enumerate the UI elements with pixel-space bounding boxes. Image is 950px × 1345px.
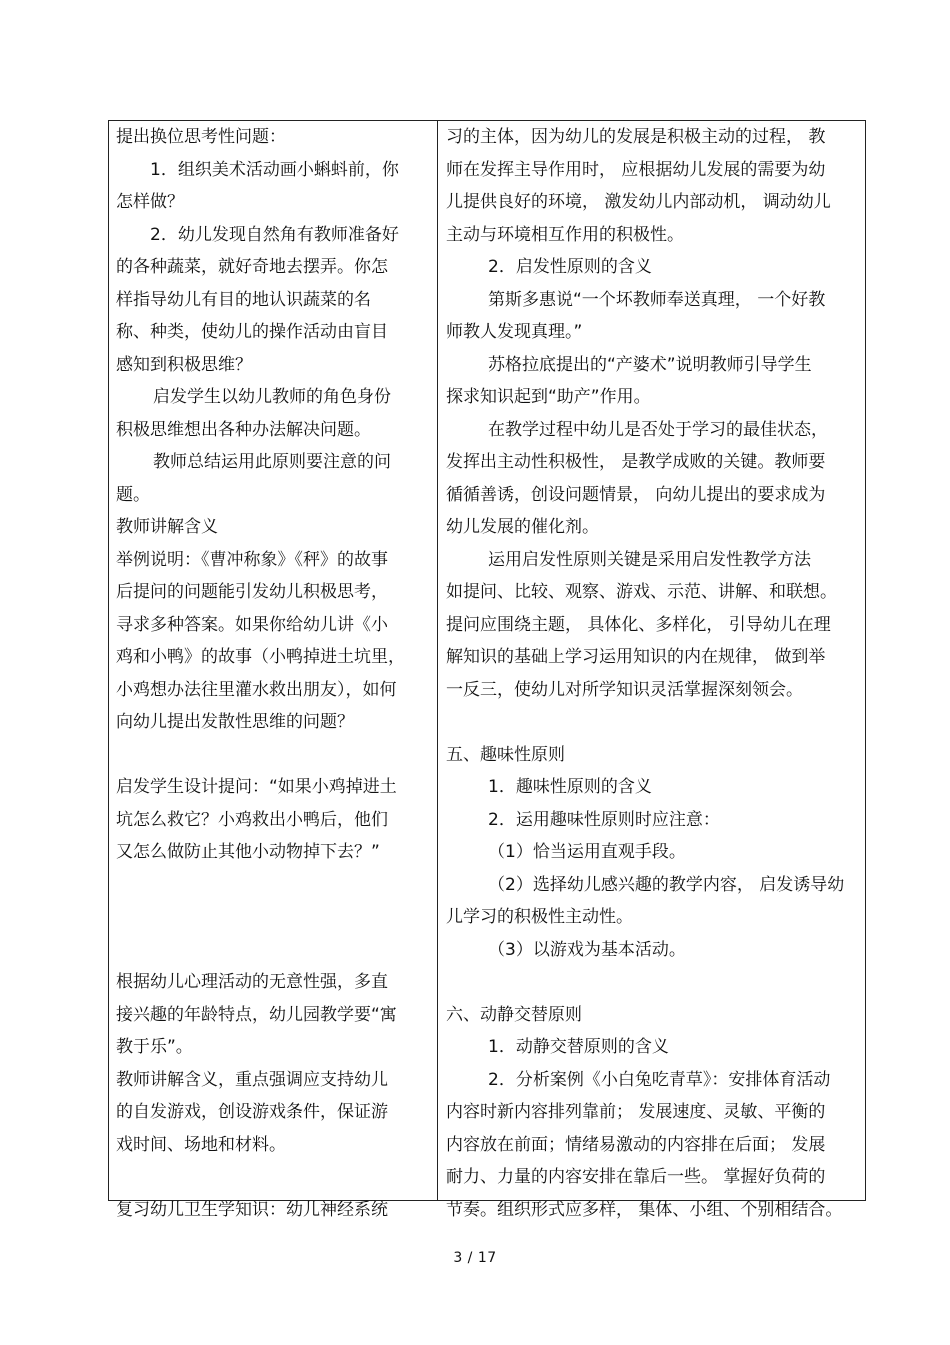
text-line: 1．组织美术活动画小蝌蚪前，你 [150,159,399,180]
text-line: 寻求多种答案。如果你给幼儿讲《小 [116,614,388,635]
text-line: 运用启发性原则关键是采用启发性教学方法 [488,549,811,570]
text-line: 的各种蔬菜，就好奇地去摆弄。你怎 [116,257,388,277]
text-line: 小鸡想办法往里灌水救出朋友），如何 [116,679,397,700]
text-line: 内容放在前面；情绪易激动的内容排在后面； 发展 [446,1134,826,1155]
column-divider [437,121,438,1200]
text-line: 样指导幼儿有目的地认识蔬菜的名 [116,289,371,310]
text-line: 主动与环境相互作用的积极性。 [446,224,684,245]
text-line: 坑怎么救它？小鸡救出小鸭后，他们 [116,809,388,830]
left-column [116,121,431,1226]
text-line: （1）恰当运用直观手段。 [488,842,686,862]
text-line: 向幼儿提出发散性思维的问题？ [116,712,354,732]
text-line: 解知识的基础上学习运用知识的内在规律， 做到举 [446,647,826,667]
text-line: 感知到积极思维？ [116,354,252,375]
section-heading: 五、趣味性原则 [446,744,565,765]
text-line: 儿提供良好的环境， 激发幼儿内部动机， 调动幼儿 [446,192,831,212]
page-indicator: 3 / 17 [453,1250,497,1266]
section-heading: 六、动静交替原则 [446,1004,582,1025]
text-line: 积极思维想出各种办法解决问题。 [116,419,371,440]
text-line: 发挥出主动性积极性， 是教学成败的关键。教师要 [446,452,826,472]
text-line: 师在发挥主导作用时， 应根据幼儿发展的需要为幼 [446,159,826,180]
text-line: （2）选择幼儿感兴趣的教学内容， 启发诱导幼 [488,874,845,895]
text-line: 复习幼儿卫生学知识：幼儿神经系统 [116,1199,388,1220]
text-line: 2．分析案例《小白兔吃青草》：安排体育活动 [488,1069,831,1090]
text-line: 儿学习的积极性主动性。 [446,907,633,927]
text-line: 在教学过程中幼儿是否处于学习的最佳状态， [488,419,828,440]
text-line: 师教人发现真理。” [446,322,583,342]
text-line: 第斯多惠说“一个坏教师奉送真理， 一个好教 [488,289,826,310]
text-line: 的自发游戏，创设游戏条件，保证游 [116,1102,388,1122]
text-line: 启发学生设计提问：“如果小鸡掉进土 [116,777,397,797]
text-line: 怎样做？ [116,192,184,212]
text-line: 鸡和小鸭》的故事（小鸭掉进土坑里， [116,647,405,667]
text-line: 苏格拉底提出的“产婆术”说明教师引导学生 [488,354,812,375]
text-line: 教于乐”。 [116,1037,193,1057]
text-line: 节奏。组织形式应多样， 集体、小组、个别相结合。 [446,1199,843,1220]
text-line: 根据幼儿心理活动的无意性强，多直 [116,972,388,992]
text-line: 习的主体，因为幼儿的发展是积极主动的过程， 教 [446,127,826,147]
text-line: 探求知识起到“助产”作用。 [446,387,651,407]
text-line: 戏时间、场地和材料。 [116,1134,286,1155]
text-line: 循循善诱，创设问题情景， 向幼儿提出的要求成为 [446,484,826,505]
text-line: 幼儿发展的催化剂。 [446,517,599,537]
text-line: 举例说明：《曹冲称象》《秤》的故事 [116,549,388,570]
text-line: 2．运用趣味性原则时应注意： [488,809,720,830]
text-line: 2．幼儿发现自然角有教师准备好 [150,224,399,245]
text-line: 教师讲解含义，重点强调应支持幼儿 [116,1069,388,1090]
text-line: 1．动静交替原则的含义 [488,1037,669,1057]
text-line: 称、种类，使幼儿的操作活动由盲目 [116,322,388,342]
text-line: 题。 [116,484,150,505]
text-line: 后提问的问题能引发幼儿积极思考， [116,582,388,602]
text-line: 接兴趣的年龄特点，幼儿园教学要“寓 [116,1004,397,1025]
right-column [446,121,860,1226]
text-line: 内容时新内容排列靠前； 发展速度、灵敏、平衡的 [446,1102,826,1122]
text-line: 1．趣味性原则的含义 [488,777,652,797]
text-line: 耐力、力量的内容安排在靠后一些。 掌握好负荷的 [446,1167,826,1187]
text-line: 如提问、比较、观察、游戏、示范、讲解、和联想。 [446,582,837,602]
text-line: （3）以游戏为基本活动。 [488,939,686,960]
text-line: 2．启发性原则的含义 [488,257,652,277]
text-line: 教师总结运用此原则要注意的问 [153,452,391,472]
text-line: 又怎么做防止其他小动物掉下去？” [116,842,380,862]
text-line: 启发学生以幼儿教师的角色身份 [153,387,391,407]
text-line: 提出换位思考性问题： [116,127,286,147]
text-line: 一反三，使幼儿对所学知识灵活掌握深刻领会。 [446,679,803,700]
text-line: 教师讲解含义 [116,517,218,537]
lesson-table [108,120,866,1220]
text-line: 提问应围绕主题， 具体化、多样化， 引导幼儿在理 [446,614,831,635]
